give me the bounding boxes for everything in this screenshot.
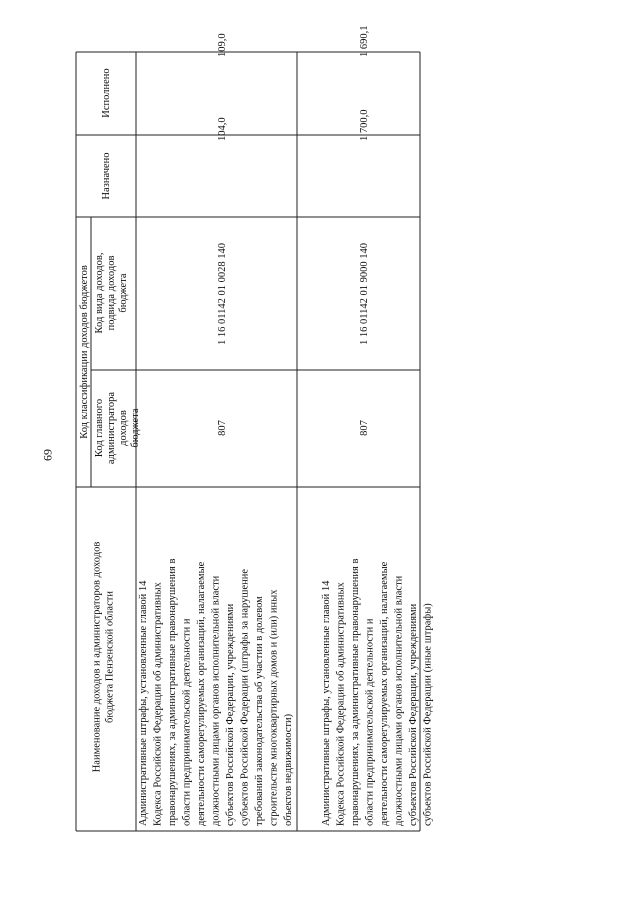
row-name-line: области предпринимательской деятельности и [364, 618, 376, 826]
row-income-code: 1 16 01142 01 9000 140 [359, 243, 370, 345]
header-income-code-line: подвида доходов [106, 255, 117, 331]
row-name-line: Кодекса Российской Федерации об административных [335, 582, 347, 826]
page-number-text: 69 [40, 449, 55, 461]
row-name-line: Кодекса Российской Федерации об административных [152, 582, 164, 826]
row-executed: 1 690,1 [359, 25, 370, 57]
header-income-code-line: бюджета [118, 273, 129, 313]
row-name-line: Административные штрафы, установленные главой 14 [321, 580, 332, 826]
row-admin-code: 807 [359, 420, 370, 436]
row-name-line: должностными лицами органов исполнительной власти [210, 575, 222, 826]
row-name-line: объектов недвижимости) [283, 713, 294, 826]
header-classification-group: Код классификации доходов бюджетов [79, 265, 90, 439]
row-name-line: области предпринимательской деятельности и [181, 618, 193, 826]
row-name-line: правонарушениях, за административные правонарушения в [167, 558, 178, 826]
row-name-line: субъектов Российской Федерации, учреждениями [408, 603, 419, 826]
header-income-code-line: Код вида доходов, [94, 252, 105, 334]
row-name-line: субъектов Российской Федерации (иные штрафы) [422, 603, 434, 826]
row-admin-code: 807 [217, 420, 228, 436]
row-name-line: должностными лицами органов исполнительной власти [393, 575, 405, 826]
row-name-line: правонарушениях, за административные правонарушения в [350, 558, 361, 826]
header-assigned: Назначено [101, 152, 112, 200]
header-admin-code-line: администратора [106, 391, 117, 465]
header-admin-code-line: Код главного [94, 398, 105, 458]
header-name-column-line: Наименование доходов и администраторов доходов [91, 541, 103, 773]
header-executed: Исполнено [101, 68, 112, 118]
row-assigned: 104,0 [217, 117, 228, 141]
header-name-column-line: бюджета Пензенской области [104, 591, 116, 723]
row-name-line: требований законодательства об участии в долевом [254, 596, 265, 826]
row-executed: 109,0 [217, 33, 228, 57]
row-income-code: 1 16 01142 01 0028 140 [217, 243, 228, 345]
row-name-line: деятельности саморегулируемых организаций, налагаемые [379, 561, 390, 826]
row-name-line: субъектов Российской Федерации, учреждениями [225, 603, 236, 826]
header-admin-code-line: доходов [118, 410, 129, 446]
row-name-line: строительстве многоквартирных домов и (или) иных [268, 589, 280, 826]
header-admin-code-line: бюджета [130, 408, 141, 448]
row-name-line: субъектов Российской Федерации (штрафы за нарушение [239, 568, 251, 826]
row-name-line: Административные штрафы, установленные главой 14 [138, 580, 149, 826]
row-name-line: деятельности саморегулируемых организаций, налагаемые [196, 561, 207, 826]
row-assigned: 1 700,0 [359, 109, 370, 141]
